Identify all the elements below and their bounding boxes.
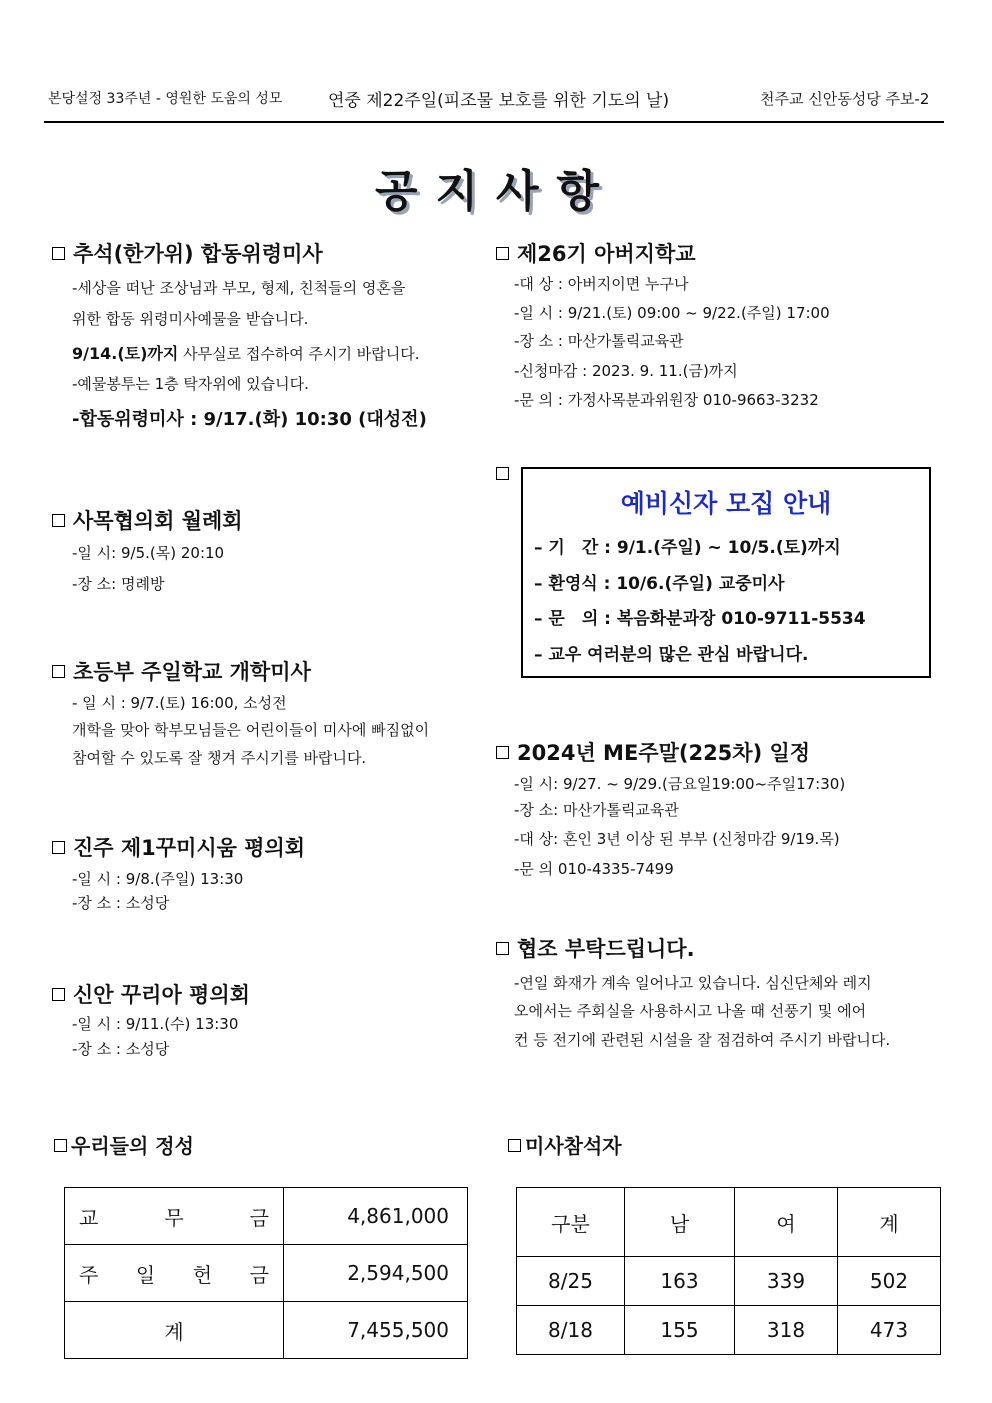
header-center: 연중 제22주일(피조물 보호를 위한 기도의 날) (328, 91, 670, 111)
attendance-cell: 502 (838, 1257, 941, 1306)
father-school-line-1: -대 상 : 아버지이면 누구나 (514, 275, 689, 293)
label-char: 헌 (192, 1262, 213, 1287)
offerings-value-3: 7,455,500 (284, 1302, 468, 1359)
catechumen-line-2: – 환영식 : 10/6.(주일) 교중미사 (534, 574, 785, 594)
curia-line-1: -일 시 : 9/11.(수) 13:30 (72, 1015, 239, 1033)
checkbox-icon (496, 942, 509, 955)
catechumen-line-3: – 문 의 : 복음화분과장 010-9711-5534 (534, 609, 866, 629)
checkbox-icon (508, 1139, 521, 1152)
table-row (65, 1245, 468, 1302)
checkbox-icon (52, 514, 65, 527)
chuseok-line-3 (72, 341, 420, 364)
curia-heading (52, 979, 250, 1009)
offerings-table (64, 1187, 468, 1359)
table-header-row (517, 1188, 941, 1257)
chuseok-heading-text: 추석(한가위) 합동위령미사 (73, 242, 323, 266)
attendance-heading (508, 1130, 622, 1159)
attendance-header-1: 구분 (517, 1188, 625, 1257)
chuseok-line-5: -합동위령미사 : 9/17.(화) 10:30 (대성전) (72, 409, 427, 430)
checkbox-icon (52, 841, 65, 854)
sunday-school-line-1: - 일 시 : 9/7.(토) 16:00, 소성전 (72, 694, 287, 712)
father-school-heading-text: 제26기 아버지학교 (517, 242, 696, 266)
me-weekend-line-4: -문 의 010-4335-7499 (514, 860, 674, 878)
checkbox-icon (496, 247, 509, 260)
attendance-cell: 155 (625, 1306, 735, 1355)
pastoral-council-heading-text: 사목협의회 월례회 (73, 509, 243, 533)
father-school-line-4: -신청마감 : 2023. 9. 11.(금)까지 (514, 362, 738, 380)
curia-line-2: -장 소 : 소성당 (72, 1040, 170, 1058)
label-char: 교 (79, 1205, 99, 1230)
checkbox-icon (52, 665, 65, 678)
label-char: 일 (135, 1262, 156, 1287)
table-row (517, 1257, 941, 1306)
cooperation-line-1: -연일 화재가 계속 일어나고 있습니다. 심신단체와 레지 (514, 974, 872, 992)
checkbox-icon (52, 988, 65, 1001)
chuseok-line-4: -예물봉투는 1층 탁자위에 있습니다. (72, 375, 309, 393)
attendance-cell: 473 (838, 1306, 941, 1355)
label-char: 금 (249, 1205, 269, 1230)
table-row (65, 1302, 468, 1359)
jinju-line-1: -일 시 : 9/8.(주일) 13:30 (72, 870, 244, 888)
attendance-cell: 318 (735, 1306, 838, 1355)
attendance-header-2: 남 (625, 1188, 735, 1257)
curia-heading-text: 신안 꾸리아 평의회 (73, 983, 250, 1007)
cooperation-line-2: 오에서는 주회실을 사용하시고 나올 때 선풍기 및 에어 (514, 1002, 867, 1020)
chuseok-line-3-rest: 사무실로 접수하여 주시기 바랍니다. (178, 345, 420, 363)
label-char: 주 (79, 1262, 99, 1287)
jinju-heading (52, 832, 305, 862)
attendance-cell: 339 (735, 1257, 838, 1306)
header-right: 천주교 신안동성당 주보-2 (760, 90, 930, 108)
cooperation-line-3: 컨 등 전기에 관련된 시설을 잘 점검하여 주시기 바랍니다. (514, 1031, 891, 1049)
me-weekend-line-2: -장 소: 마산가톨릭교육관 (514, 801, 679, 819)
attendance-header-4: 계 (838, 1188, 941, 1257)
me-weekend-heading (496, 737, 810, 767)
attendance-heading-text: 미사참석자 (525, 1134, 622, 1158)
checkbox-icon (496, 746, 509, 759)
table-row (65, 1188, 468, 1245)
attendance-table (516, 1187, 941, 1355)
me-weekend-heading-text: 2024년 ME주말(225차) 일정 (517, 741, 811, 765)
checkbox-icon (496, 467, 509, 480)
offerings-heading-text: 우리들의 정성 (71, 1134, 194, 1158)
offerings-value-1: 4,861,000 (284, 1188, 468, 1245)
attendance-cell: 8/18 (517, 1306, 625, 1355)
catechumen-line-1: – 기 간 : 9/1.(주일) ~ 10/5.(토)까지 (534, 538, 841, 558)
offerings-label-2 (79, 1259, 269, 1288)
header-left: 본당설정 33주년 - 영원한 도움의 성모 (48, 91, 283, 107)
catechumen-line-4: – 교우 여러분의 많은 관심 바랍니다. (534, 645, 809, 665)
pastoral-council-line-2: -장 소: 명례방 (72, 575, 165, 593)
father-school-heading (496, 238, 696, 268)
chuseok-line-1: -세상을 떠난 조상님과 부모, 형제, 친척들의 영혼을 (72, 279, 406, 297)
checkbox-icon (54, 1139, 67, 1152)
checkbox-icon (52, 247, 65, 260)
label-char: 무 (164, 1205, 184, 1230)
father-school-line-5: -문 의 : 가정사목분과위원장 010-9663-3232 (514, 391, 819, 409)
cooperation-heading (496, 933, 695, 963)
cooperation-heading-text: 협조 부탁드립니다. (517, 937, 695, 961)
header-divider (44, 121, 944, 123)
sunday-school-line-3: 참여할 수 있도록 잘 챙겨 주시기를 바랍니다. (72, 749, 367, 767)
pastoral-council-heading (52, 505, 243, 535)
chuseok-heading (52, 238, 323, 268)
attendance-header-3: 여 (735, 1188, 838, 1257)
offerings-label-3: 계 (65, 1302, 284, 1359)
father-school-line-2: -일 시 : 9/21.(토) 09:00 ~ 9/22.(주일) 17:00 (514, 304, 830, 322)
jinju-line-2: -장 소 : 소성당 (72, 894, 170, 912)
page-title: 공지사항 (374, 166, 617, 217)
father-school-line-3: -장 소 : 마산가톨릭교육관 (514, 332, 684, 350)
offerings-value-2: 2,594,500 (284, 1245, 468, 1302)
sunday-school-heading (52, 656, 311, 686)
jinju-heading-text: 진주 제1꾸미시움 평의회 (73, 836, 306, 860)
attendance-cell: 8/25 (517, 1257, 625, 1306)
me-weekend-line-1: -일 시: 9/27. ~ 9/29.(금요일19:00~주일17:30) (514, 775, 846, 793)
label-char: 금 (249, 1262, 269, 1287)
sunday-school-line-2: 개학을 맞아 학부모님들은 어린이들이 미사에 빠짐없이 (72, 721, 430, 739)
pastoral-council-line-1: -일 시: 9/5.(목) 20:10 (72, 544, 225, 562)
sunday-school-heading-text: 초등부 주일학교 개학미사 (73, 660, 311, 684)
chuseok-deadline: 9/14.(토)까지 (72, 344, 179, 363)
me-weekend-line-3: -대 상: 혼인 3년 이상 된 부부 (신청마감 9/19.목) (514, 830, 840, 848)
attendance-cell: 163 (625, 1257, 735, 1306)
chuseok-line-2: 위한 합동 위령미사예물을 받습니다. (72, 310, 309, 328)
offerings-label-1 (79, 1202, 269, 1231)
catechumen-title: 예비신자 모집 안내 (620, 489, 832, 518)
offerings-heading (54, 1130, 194, 1159)
table-row (517, 1306, 941, 1355)
